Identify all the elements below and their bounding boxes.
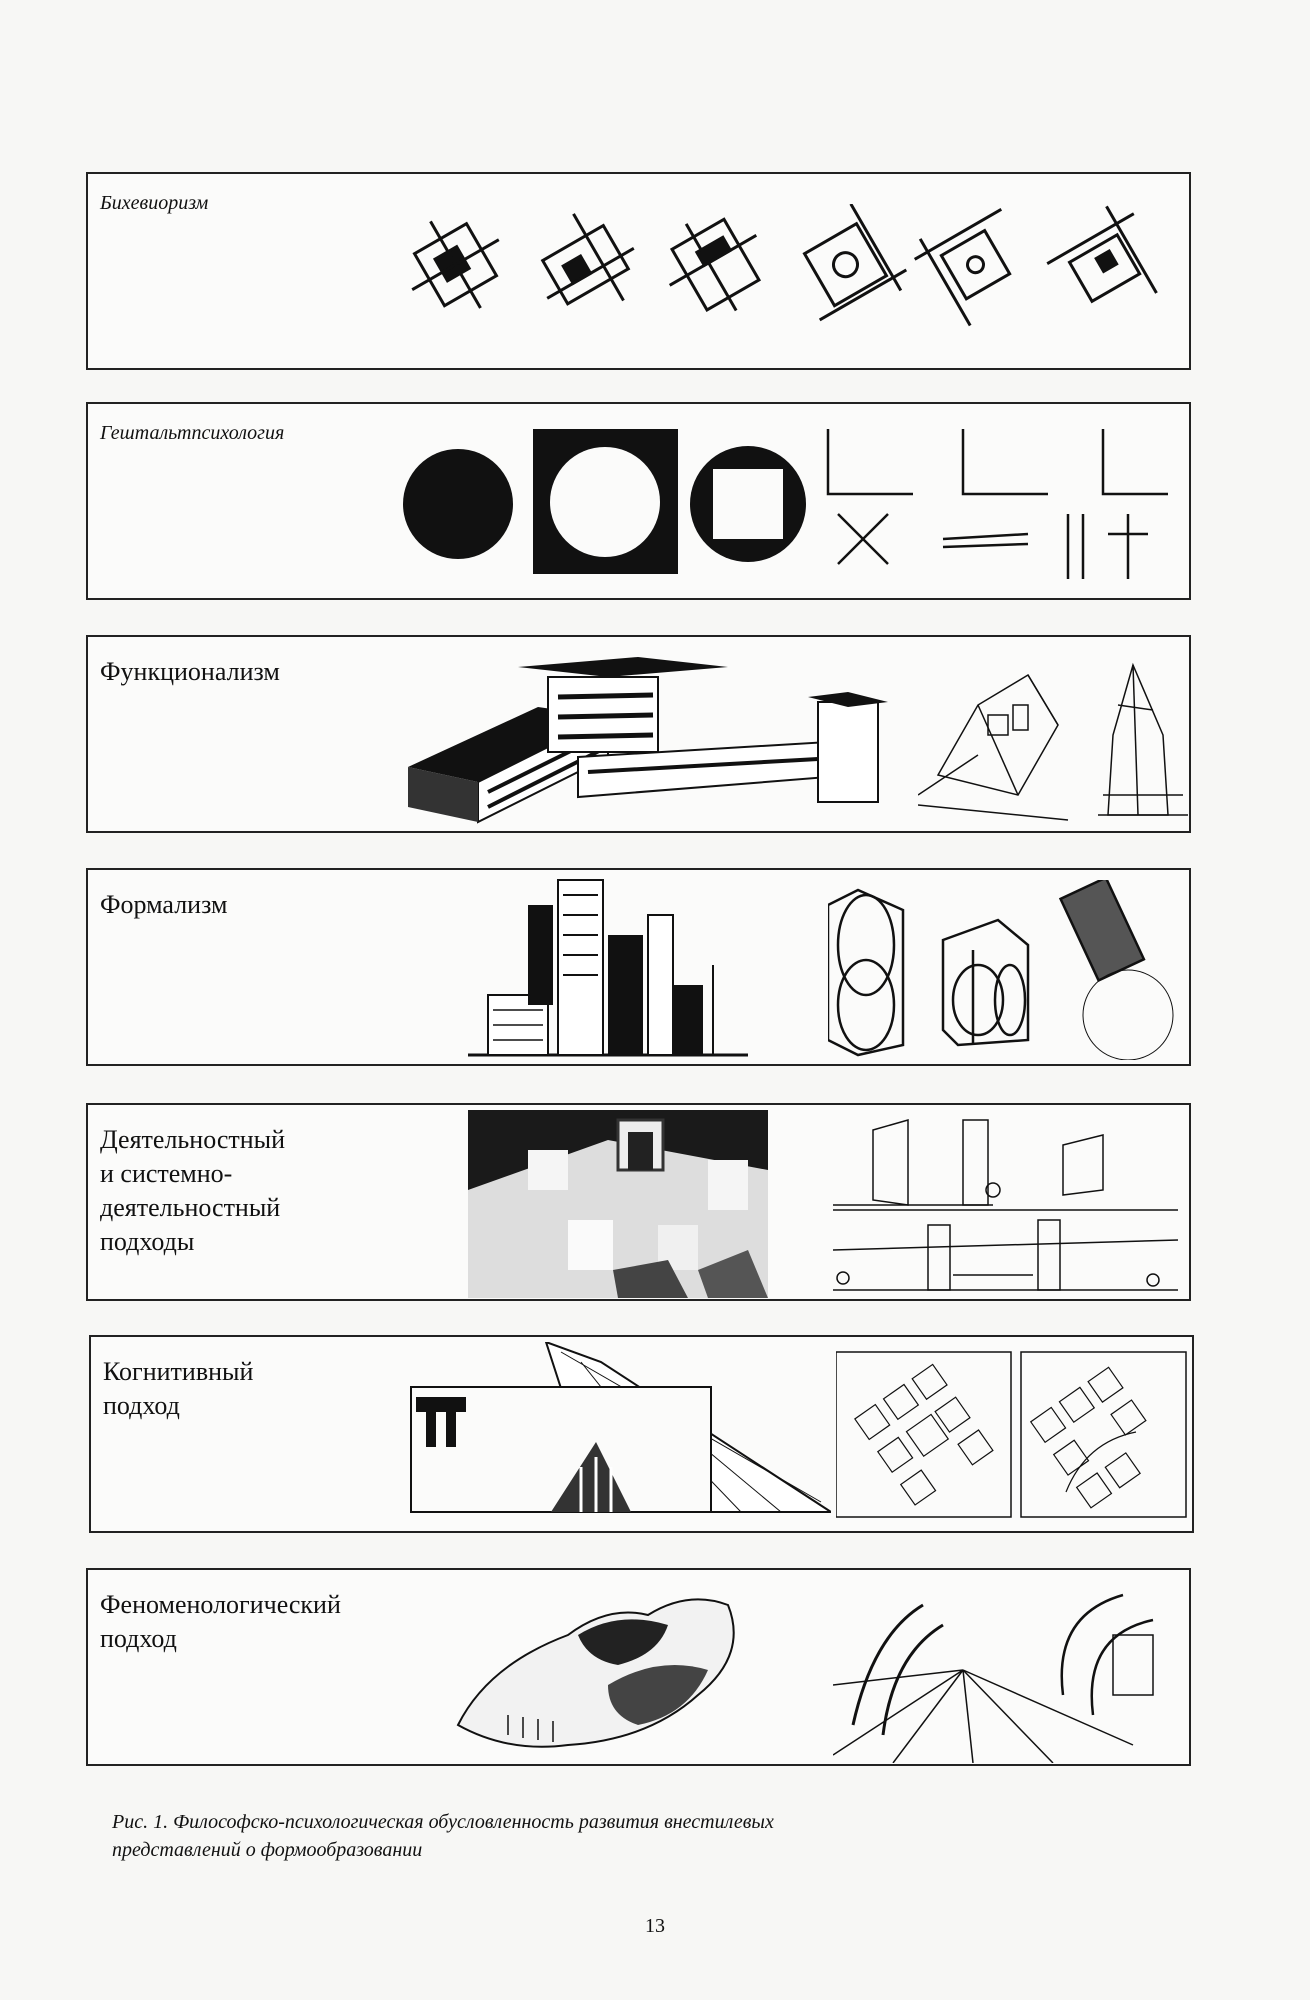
panel-label: Функционализм bbox=[100, 657, 280, 686]
panel-label: Феноменологический подход bbox=[100, 1590, 341, 1653]
panel-phenomenological bbox=[86, 1568, 1191, 1766]
panel-label: Когнитивный подход bbox=[103, 1357, 254, 1420]
panel-label: Бихевиоризм bbox=[100, 192, 209, 214]
classical-collage-drawing bbox=[401, 1342, 831, 1530]
black-circle bbox=[403, 449, 513, 559]
panel-label: Деятельностный и системно- деятельностный подходы bbox=[100, 1125, 286, 1256]
panel-label: Гештальтпсихология bbox=[100, 422, 285, 444]
panel-label: Формализм bbox=[100, 890, 228, 919]
figure-caption: Рис. 1. Философско-психологическая обусловленность развития внестилевых представлений о формообразовании bbox=[112, 1811, 774, 1861]
street-perspective-sketches bbox=[833, 1110, 1188, 1298]
panel-behaviorism bbox=[86, 172, 1191, 370]
bauhaus-building-drawing bbox=[408, 647, 908, 827]
panel-cognitive bbox=[89, 1335, 1194, 1533]
panel-formalism bbox=[86, 868, 1191, 1066]
organic-building-drawing bbox=[448, 1575, 768, 1763]
panel-activity-approaches bbox=[86, 1103, 1191, 1301]
page-number: 13 bbox=[645, 1915, 665, 1937]
geometric-cube-sketches bbox=[828, 880, 1188, 1060]
functionalist-sketches bbox=[918, 645, 1188, 827]
axonometric-city-plans bbox=[836, 1342, 1191, 1530]
skyscraper-drawing bbox=[468, 875, 758, 1063]
urban-plan-drawings bbox=[398, 204, 1178, 334]
gestalt-figures bbox=[398, 414, 1188, 594]
dynamic-perspective-sketch bbox=[833, 1575, 1188, 1763]
panel-gestalt bbox=[86, 402, 1191, 600]
architectural-model-photo bbox=[468, 1110, 768, 1298]
panel-functionalism bbox=[86, 635, 1191, 833]
